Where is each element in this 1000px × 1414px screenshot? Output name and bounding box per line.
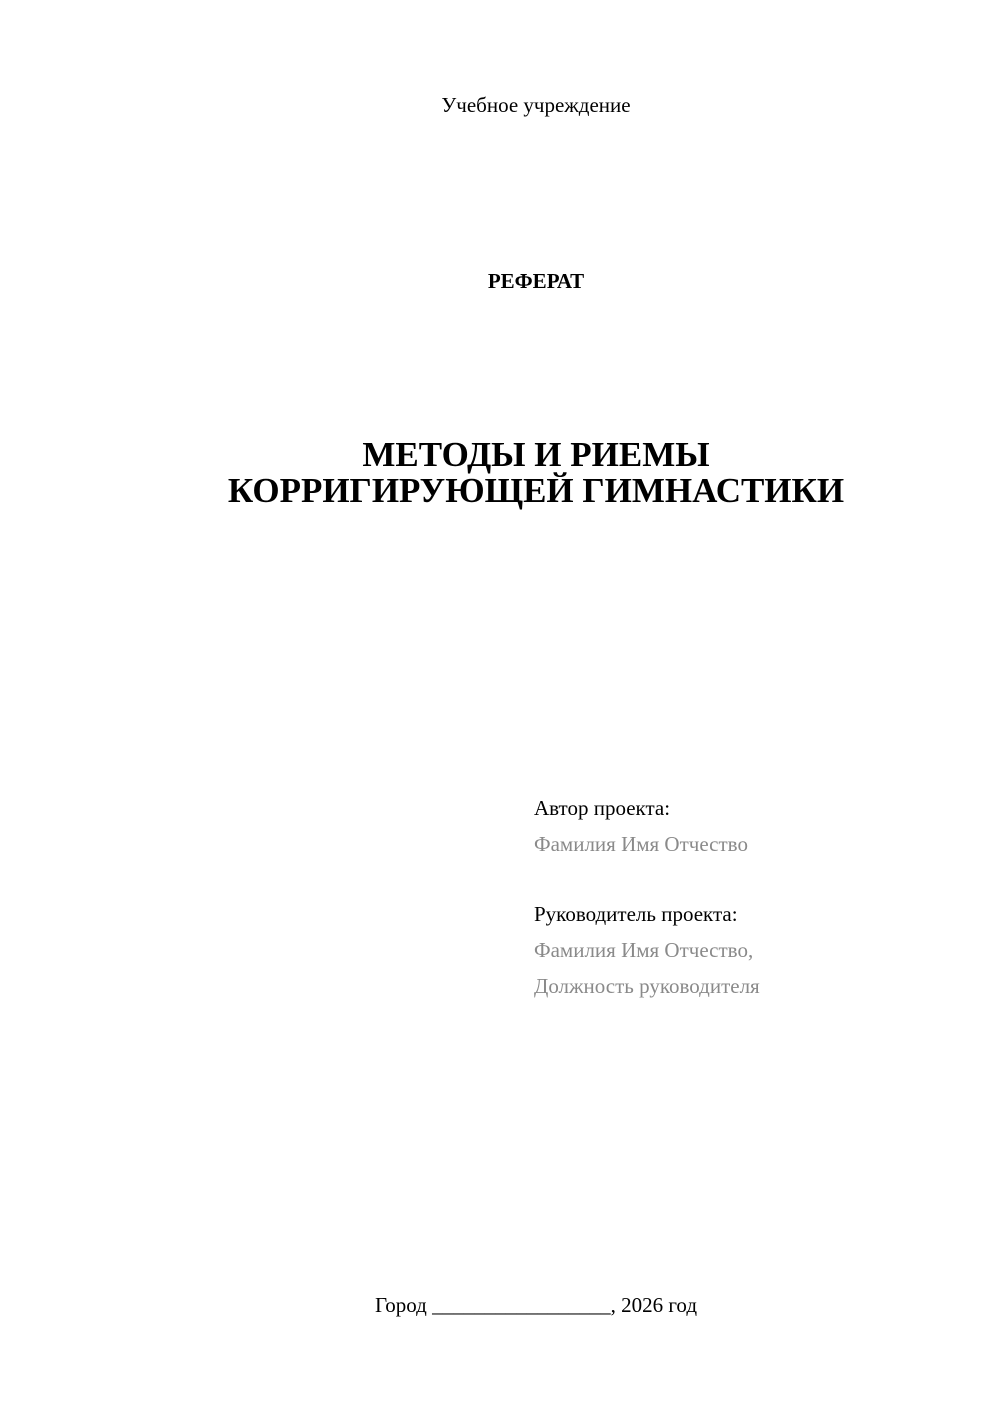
supervisor-position: Должность руководителя [534,974,760,998]
document-title [0,437,1000,509]
author-name: Фамилия Имя Отчество [534,832,748,856]
info-spacer [534,862,974,896]
document-type: РЕФЕРАТ [487,269,585,293]
project-info-block [534,790,974,1004]
supervisor-label: Руководитель проекта: [534,902,738,926]
document-title-line-1: МЕТОДЫ И РИЕМЫ [362,435,710,474]
city-year-line: Город _________________, 2026 год [374,1293,698,1317]
supervisor-name: Фамилия Имя Отчество, [534,938,754,962]
author-label: Автор проекта: [534,796,671,820]
document-title-line-2: КОРРИГИРУЮЩЕЙ ГИМНАСТИКИ [227,471,845,510]
institution-name: Учебное учреждение [441,93,631,117]
